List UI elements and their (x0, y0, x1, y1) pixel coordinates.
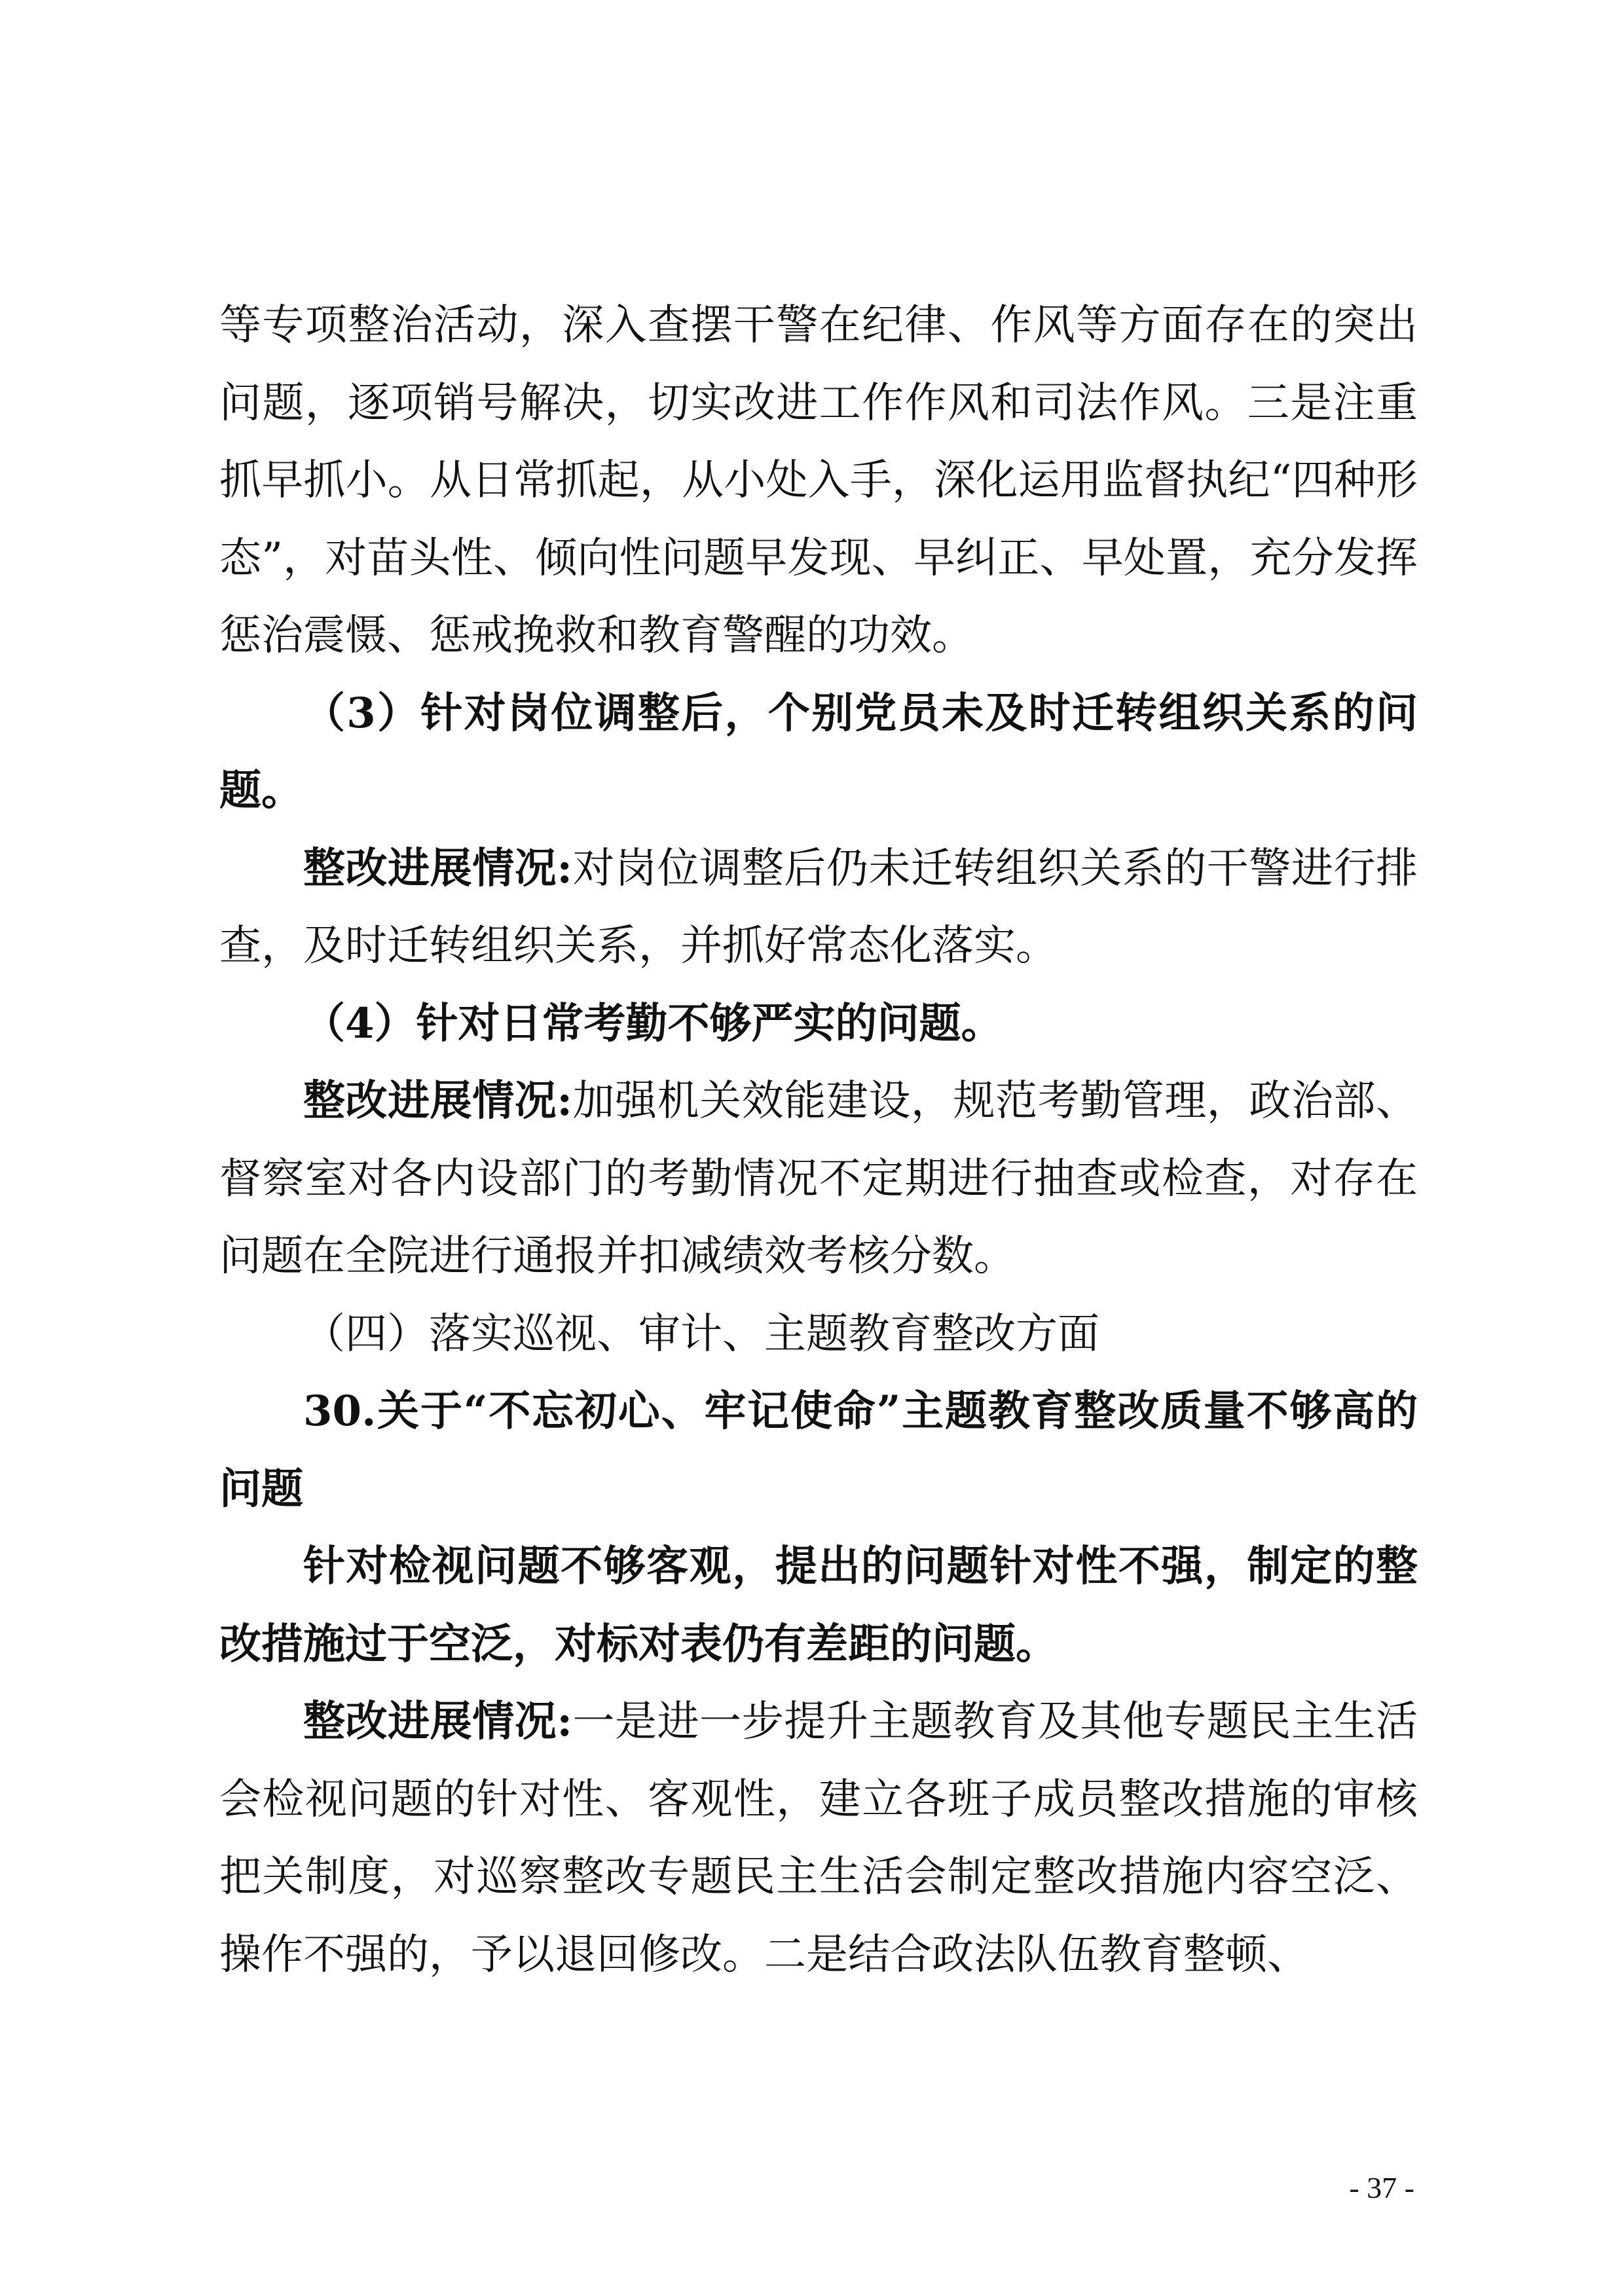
item-heading-30: 30.关于“不忘初心、牢记使命”主题教育整改质量不够高的问题 (219, 1387, 1418, 1514)
paragraph-3-text: 对岗位调整后仍未迁转组织关系的干警进行排查，及时迁转组织关系，并抓好常态化落实。 (219, 844, 1418, 970)
paragraph-9 (219, 1683, 1418, 1994)
paragraph-1: 等专项整治活动，深入查摆干警在纪律、作风等方面存在的突出问题，逐项销号解决，切实改进工作作风和司法作风。三是注重抓早抓小。从日常抓起，从小处入手，深化运用监督执纪“四种形态”，对苗头性、倾向性问题早发现、早纠正、早处置，充分发挥惩治震慑、惩戒挽救和教育警醒的功效。 (219, 301, 1418, 660)
progress-label: 整改进展情况: (303, 843, 572, 893)
page-number: - 37 - (1349, 2171, 1414, 2204)
paragraph-2: （3）针对岗位调整后，个别党员未及时迁转组织关系的问题。 (219, 688, 1418, 815)
paragraph-5 (219, 1063, 1418, 1296)
paragraph-4: （4）针对日常考勤不够严实的问题。 (303, 998, 1003, 1048)
paragraph-8: 针对检视问题不够客观，提出的问题针对性不强，制定的整改措施过于空泛，对标对表仍有差距的问题。 (219, 1542, 1418, 1669)
progress-label: 整改进展情况: (303, 1697, 572, 1746)
section-heading: （四）落实巡视、审计、主题教育整改方面 (303, 1309, 1099, 1358)
paragraph-9-text: 一是进一步提升主题教育及其他专题民主生活会检视问题的针对性、客观性，建立各班子成员整改措施的审核把关制度，对巡察整改专题民主生活会制定整改措施内容空泛、操作不强的，予以退回修改。二是结合政法队伍教育整顿、 (219, 1698, 1418, 1979)
progress-label: 整改进展情况: (303, 1076, 572, 1125)
paragraph-3 (219, 830, 1418, 985)
paragraph-5-text: 加强机关效能建设，规范考勤管理，政治部、督察室对各内设部门的考勤情况不定期进行抽查或检查，对存在问题在全院进行通报并扣减绩效考核分数。 (219, 1077, 1418, 1281)
body-text (219, 287, 1418, 1994)
